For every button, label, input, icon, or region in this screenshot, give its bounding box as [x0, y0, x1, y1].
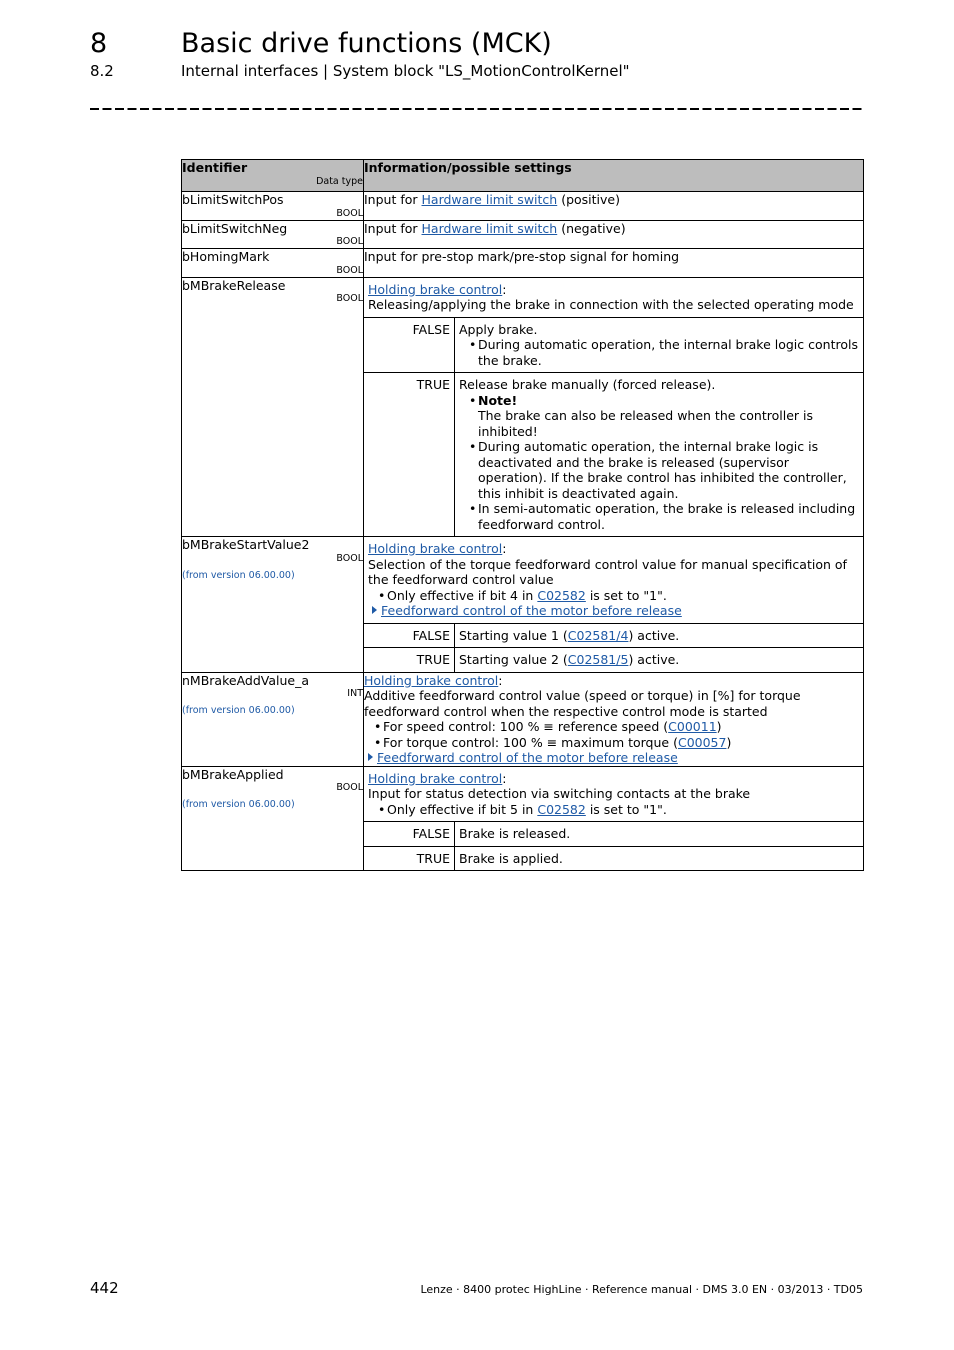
bullet-item: [374, 735, 863, 751]
setting-row: [364, 317, 863, 373]
bullet-item: [378, 802, 859, 818]
info-cell: [364, 249, 864, 278]
colon: :: [502, 281, 507, 297]
setting-row: [364, 846, 863, 870]
data-type: BOOL: [336, 552, 363, 564]
setting-row: [364, 373, 863, 537]
bullet-item: [374, 719, 863, 735]
header-info: [364, 160, 864, 192]
data-type: BOOL: [336, 264, 363, 276]
feedforward-control-link[interactable]: Feedforward control of the motor before release: [377, 750, 678, 765]
info-cell: [364, 537, 864, 673]
settings-subtable: [364, 821, 863, 870]
bullet-text: For speed control: 100 % ≡ reference speed (: [383, 719, 669, 734]
chapter-title: Basic drive functions (MCK): [181, 28, 552, 59]
identifier-cell: [182, 220, 364, 249]
info-text: (positive): [557, 192, 620, 207]
colon: :: [502, 541, 507, 556]
setting-text: Starting value 1 (: [459, 627, 568, 643]
identifier-name: bHomingMark: [182, 249, 270, 264]
holding-brake-control-link[interactable]: Holding brake control: [364, 672, 499, 688]
version-note: (from version 06.00.00): [182, 569, 295, 581]
header-datatype-label: Data type: [316, 175, 363, 187]
info-text: Additive feedforward control value (speed or torque) in [%] for torque feedforward control when the respective control mode is started: [364, 688, 801, 719]
bullet-text: Only effective if bit 4 in: [387, 587, 538, 603]
data-type: BOOL: [336, 207, 363, 219]
section-number: 8.2: [90, 62, 114, 80]
info-cell: [364, 192, 864, 221]
holding-brake-control-link[interactable]: Holding brake control: [368, 770, 503, 786]
info-text: (negative): [557, 220, 626, 236]
bullet-list: [368, 802, 859, 818]
setting-key: FALSE: [364, 822, 455, 847]
c02581-4-link[interactable]: C02581/4: [567, 627, 629, 643]
table-header-row: [182, 160, 864, 192]
feedforward-link-row: [364, 750, 863, 766]
bullet-list: [364, 719, 863, 750]
feedforward-control-link[interactable]: Feedforward control of the motor before release: [381, 603, 682, 618]
colon: :: [502, 770, 507, 786]
identifier-name: bMBrakeApplied: [182, 766, 284, 782]
bullet-text: Only effective if bit 5 in: [387, 801, 538, 817]
identifier-cell: [182, 672, 364, 766]
c02581-5-link[interactable]: C02581/5: [567, 652, 629, 667]
bullet-list: [368, 588, 859, 604]
info-text: Input for: [364, 220, 422, 236]
info-block: [364, 537, 863, 623]
table-row: [182, 766, 864, 871]
header-identifier-label: Identifier: [182, 160, 248, 175]
identifier-cell: [182, 192, 364, 221]
settings-subtable: [364, 623, 863, 672]
info-block: [364, 767, 863, 822]
info-cell: [364, 672, 864, 766]
info-text: Input for: [364, 192, 422, 207]
info-block: [364, 278, 863, 317]
bullet-list: [459, 393, 859, 533]
header-info-label: Information/possible settings: [364, 160, 572, 175]
c02582-link[interactable]: C02582: [537, 587, 586, 603]
identifier-name: bMBrakeRelease: [182, 277, 286, 293]
hardware-limit-switch-link[interactable]: Hardware limit switch: [421, 220, 558, 236]
info-cell: [364, 220, 864, 249]
info-cell: [364, 277, 864, 537]
info-text: Selection of the torque feedforward control value for manual specification of the feedforward control value: [368, 556, 847, 587]
data-type: BOOL: [336, 236, 363, 247]
info-text: Input for pre-stop mark/pre-stop signal for homing: [364, 249, 680, 264]
data-type: BOOL: [336, 782, 363, 793]
bullet-text: For torque control: 100 % ≡ maximum torque (: [383, 734, 678, 750]
bullet-text: ): [716, 719, 722, 734]
setting-key: FALSE: [364, 317, 455, 373]
identifier-cell: [182, 249, 364, 278]
setting-value: Brake is applied.: [455, 846, 864, 870]
info-cell: [364, 766, 864, 871]
info-text: Releasing/applying the brake in connection with the selected operating mode: [368, 297, 854, 312]
setting-row: [364, 822, 863, 847]
setting-text: Starting value 2 (: [459, 652, 568, 667]
setting-key: TRUE: [364, 373, 455, 537]
table-row: [182, 277, 864, 537]
table-row: [182, 192, 864, 221]
setting-value: [455, 373, 864, 537]
setting-row: [364, 648, 863, 672]
setting-text: ) active.: [628, 627, 680, 643]
setting-text: Apply brake.: [459, 321, 538, 337]
setting-text: ) active.: [628, 652, 680, 667]
info-text: Input for status detection via switching contacts at the brake: [368, 786, 751, 801]
note-text: The brake can also be released when the controller is inhibited!: [478, 408, 814, 439]
section-title: Internal interfaces | System block "LS_MotionControlKernel": [181, 62, 630, 80]
setting-key: TRUE: [364, 648, 455, 672]
setting-value: [455, 648, 864, 672]
identifier-name: bMBrakeStartValue2: [182, 537, 310, 552]
identifier-name: bLimitSwitchPos: [182, 192, 284, 207]
bullet-text: ): [726, 734, 732, 750]
setting-row: [364, 623, 863, 648]
bullet-item: • During automatic operation, the internal brake logic controls the brake.: [469, 337, 859, 368]
bullet-item: • During automatic operation, the internal brake logic is deactivated and the brake is released (supervisor operation). If the brake control has inhibited the controller, this inhibit is deactivated again.: [469, 439, 859, 501]
feedforward-link-row: [368, 603, 859, 619]
settings-subtable: [364, 317, 863, 537]
setting-key: FALSE: [364, 623, 455, 648]
note-label: Note!: [478, 392, 518, 408]
table-row: [182, 249, 864, 278]
c00011-link[interactable]: C00011: [668, 719, 717, 734]
setting-value: [455, 317, 864, 373]
hardware-limit-switch-link[interactable]: Hardware limit switch: [421, 192, 558, 207]
identifier-cell: [182, 277, 364, 537]
colon: :: [498, 672, 503, 688]
header-divider: [90, 108, 862, 110]
data-type: INT: [347, 688, 363, 699]
setting-text: Release brake manually (forced release).: [459, 377, 716, 392]
interface-table: [181, 159, 864, 871]
holding-brake-control-link[interactable]: Holding brake control: [368, 281, 503, 297]
bullet-text: is set to "1".: [585, 801, 667, 817]
setting-value: [455, 623, 864, 648]
c02582-link[interactable]: C02582: [537, 801, 586, 817]
identifier-cell: [182, 766, 364, 871]
version-note: (from version 06.00.00): [182, 799, 295, 810]
bullet-list: [459, 337, 859, 368]
c00057-link[interactable]: C00057: [677, 734, 727, 750]
version-note: (from version 06.00.00): [182, 705, 295, 716]
setting-value: Brake is released.: [455, 822, 864, 847]
bullet-item: [469, 393, 859, 440]
document-info: Lenze · 8400 protec HighLine · Reference manual · DMS 3.0 EN · 03/2013 · TD05: [420, 1283, 863, 1296]
data-type: BOOL: [336, 293, 363, 304]
setting-key: TRUE: [364, 846, 455, 870]
identifier-name: nMBrakeAddValue_a: [182, 672, 310, 688]
table-row: [182, 220, 864, 249]
page-number: 442: [90, 1279, 119, 1297]
holding-brake-control-link[interactable]: Holding brake control: [368, 541, 503, 556]
identifier-name: bLimitSwitchNeg: [182, 220, 288, 236]
table-row: [182, 672, 864, 766]
bullet-item: • In semi-automatic operation, the brake is released including feedforward control.: [469, 501, 859, 532]
table-row: [182, 537, 864, 673]
chapter-number: 8: [90, 28, 108, 59]
bullet-item: [378, 588, 859, 604]
identifier-cell: [182, 537, 364, 673]
bullet-text: is set to "1".: [585, 587, 667, 603]
header-identifier: [182, 160, 364, 192]
